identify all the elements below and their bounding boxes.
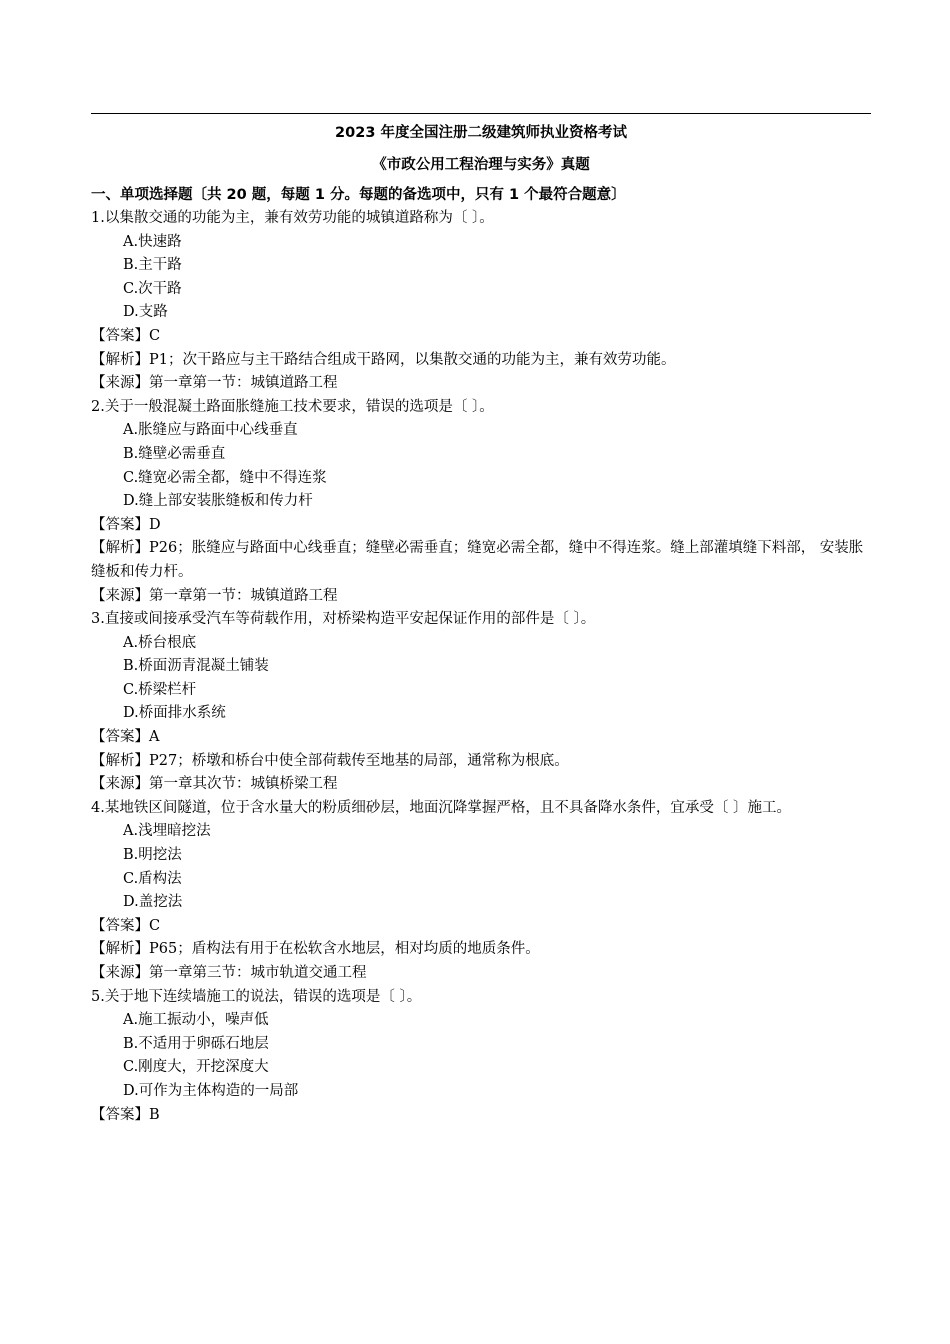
header-rule bbox=[91, 113, 871, 114]
question-list bbox=[91, 207, 871, 1127]
option-d: D.可作为主体构造的一局部 bbox=[123, 1082, 299, 1099]
option-b: B.主干路 bbox=[123, 257, 182, 274]
source: 【来源】第一章第一节：城镇道路工程 bbox=[91, 375, 338, 392]
option-b: B.缝壁必需垂直 bbox=[123, 445, 226, 462]
answer: 【答案】A bbox=[91, 729, 160, 746]
option-d: D.缝上部安装胀缝板和传力杆 bbox=[123, 493, 313, 510]
analysis: 【解析】P65；盾构法有用于在松软含水地层，相对均质的地质条件。 bbox=[91, 941, 540, 958]
exam-title: 2023 年度全国注册二级建筑师执业资格考试 bbox=[335, 125, 627, 141]
option-d: D.盖挖法 bbox=[123, 894, 183, 911]
question-stem: 4.某地铁区间隧道，位于含水量大的粉质细砂层，地面沉降掌握严格，且不具备降水条件，宜承受〔 〕施工。 bbox=[91, 799, 791, 816]
option-a: A.浅埋暗挖法 bbox=[123, 823, 211, 840]
source: 【来源】第一章第一节：城镇道路工程 bbox=[91, 587, 338, 604]
option-c: C.缝宽必需全都，缝中不得连浆 bbox=[123, 469, 327, 486]
option-d: D.桥面排水系统 bbox=[123, 705, 226, 722]
answer: 【答案】D bbox=[91, 516, 161, 533]
question-1 bbox=[91, 207, 871, 396]
option-c: C.刚度大，开挖深度大 bbox=[123, 1059, 269, 1076]
option-c: C.桥梁栏杆 bbox=[123, 681, 197, 698]
answer: 【答案】C bbox=[91, 327, 161, 344]
source: 【来源】第一章第三节：城市轨道交通工程 bbox=[91, 965, 367, 981]
option-a: A.施工振动小，噪声低 bbox=[123, 1012, 269, 1029]
question-2 bbox=[91, 396, 871, 608]
analysis: 【解析】P27；桥墩和桥台中使全部荷载传至地基的局部，通常称为根底。 bbox=[91, 752, 569, 769]
option-b: B.桥面沥青混凝土铺装 bbox=[123, 658, 269, 675]
option-b: B.不适用于卵砾石地层 bbox=[123, 1035, 269, 1052]
question-5 bbox=[91, 986, 871, 1128]
question-stem: 2.关于一般混凝土路面胀缝施工技术要求，错误的选项是〔 〕。 bbox=[91, 398, 494, 415]
question-stem: 1.以集散交通的功能为主，兼有效劳功能的城镇道路称为〔 〕。 bbox=[91, 210, 494, 226]
option-d: D.支路 bbox=[123, 304, 168, 321]
question-4 bbox=[91, 797, 871, 986]
source: 【来源】第一章其次节：城镇桥梁工程 bbox=[91, 776, 338, 793]
answer: 【答案】B bbox=[91, 1106, 160, 1123]
option-a: A.胀缝应与路面中心线垂直 bbox=[123, 422, 298, 439]
option-c: C.盾构法 bbox=[123, 870, 182, 887]
option-b: B.明挖法 bbox=[123, 847, 182, 864]
section-heading: 一、单项选择题〔共 20 题，每题 1 分。每题的备选项中，只有 1 个最符合题意〕 bbox=[91, 187, 626, 203]
analysis: 【解析】P1；次干路应与主干路结合组成干路网，以集散交通的功能为主，兼有效劳功能。 bbox=[91, 351, 676, 368]
question-stem: 5.关于地下连续墙施工的说法，错误的选项是〔 〕。 bbox=[91, 988, 422, 1005]
analysis: 【解析】P26；胀缝应与路面中心线垂直；缝壁必需垂直；缝宽必需全都，缝中不得连浆。缝上部灌填缝下料部， 安装胀缝板和传力杆。 bbox=[91, 540, 864, 580]
option-a: A.快速路 bbox=[123, 233, 182, 250]
answer: 【答案】C bbox=[91, 917, 161, 934]
question-3 bbox=[91, 608, 871, 797]
option-c: C.次干路 bbox=[123, 280, 182, 297]
question-stem: 3.直接或间接承受汽车等荷载作用，对桥梁构造平安起保证作用的部件是〔 〕。 bbox=[91, 611, 596, 628]
option-a: A.桥台根底 bbox=[123, 634, 197, 651]
exam-subtitle: 《市政公用工程治理与实务》真题 bbox=[372, 157, 590, 173]
